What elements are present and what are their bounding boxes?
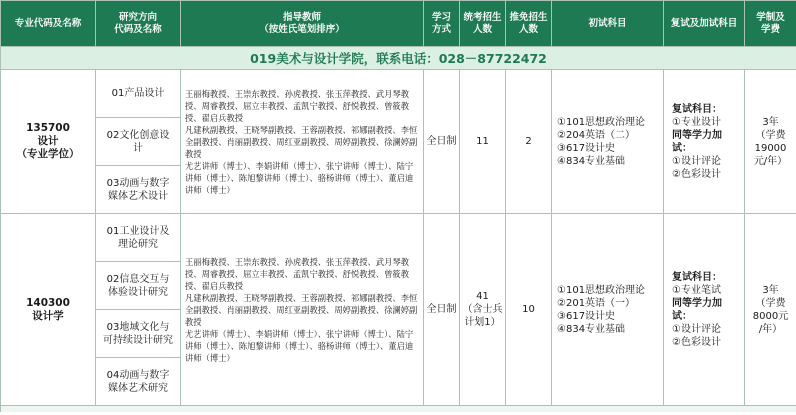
retest-subjects-cell: 复试科目： ①专业笔试 同等学力加试： ①设计评论 ②色彩设计 <box>664 214 745 406</box>
direction-cell: 01工业设计及理论研究 <box>96 214 181 262</box>
study-mode-cell: 全日制 <box>424 70 460 214</box>
direction-cell: 04动画与数字媒体艺术研究 <box>96 358 181 406</box>
exam-quota-cell: 11 <box>460 70 506 214</box>
header-duration-fee: 学制及 学费 <box>745 1 796 47</box>
exempt-quota-cell: 10 <box>506 214 552 406</box>
header-row <box>1 1 796 47</box>
exam-quota-cell: 41 （含士兵 计划1） <box>460 214 506 406</box>
header-exempt-quota: 推免招生 人数 <box>506 1 552 47</box>
college-title: 019美术与设计学院，联系电话：028－87722472 <box>1 47 796 70</box>
header-teachers: 指导教师 （按姓氏笔划排序） <box>181 1 424 47</box>
direction-cell: 01产品设计 <box>96 70 181 118</box>
direction-cell: 03动画与数字媒体艺术设计 <box>96 166 181 214</box>
teachers-cell: 王丽梅教授、王崇东教授、孙虎教授、张玉萍教授、武月琴教授、周睿教授、屈立丰教授、孟凯宁教授、舒悦教授、曾筱教授、翟启兵教授 凡建秋副教授、王晓琴副教授、王蓉副教授、祁娜副教授、李恒全副教授、肖丽副教授、周红亚副教授、周婷副教授、徐澜婷副教授 尤艺讲师（博士）、李娟讲师（博士）、张宁讲师（博士）、陆宁讲师（博士）、陈旭黎讲师（博士）、骆杨讲师（博士）、董启迪讲师（博士） <box>181 214 424 406</box>
retest-subjects-cell: 复试科目： ①专业设计 同等学力加试： ①设计评论 ②色彩设计 <box>664 70 745 214</box>
header-initial-subjects: 初试科目 <box>552 1 664 47</box>
header-study-mode: 学习 方式 <box>424 1 460 47</box>
table-footer-cell <box>1 406 796 413</box>
duration-fee-cell: 3年 （学费 19000 元/年） <box>745 70 796 214</box>
duration-fee-cell: 3年 （学费 8000元 /年） <box>745 214 796 406</box>
college-row <box>1 47 796 70</box>
exempt-quota-cell: 2 <box>506 70 552 214</box>
program-code-cell: 135700 设计 （专业学位） <box>1 70 96 214</box>
direction-cell: 03地域文化与可持续设计研究 <box>96 310 181 358</box>
program-code-cell: 140300 设计学 <box>1 214 96 406</box>
direction-cell: 02信息交互与体验设计研究 <box>96 262 181 310</box>
table-footer-row <box>1 406 796 413</box>
table-row <box>1 70 796 118</box>
header-code-name: 专业代码及名称 <box>1 1 96 47</box>
header-exam-quota: 统考招生 人数 <box>460 1 506 47</box>
direction-cell: 02文化创意设计 <box>96 118 181 166</box>
teachers-cell: 王丽梅教授、王崇东教授、孙虎教授、张玉萍教授、武月琴教授、周睿教授、屈立丰教授、孟凯宁教授、舒悦教授、曾筱教授、翟启兵教授 凡建秋副教授、王晓琴副教授、王蓉副教授、祁娜副教授、李恒全副教授、肖丽副教授、周红亚副教授、周婷副教授、徐澜婷副教授 尤艺讲师（博士）、李娟讲师（博士）、张宁讲师（博士）、陆宁讲师（博士）、陈旭黎讲师（博士）、骆杨讲师（博士）、董启迪讲师（博士） <box>181 70 424 214</box>
initial-subjects-cell: ①101思想政治理论 ②201英语（一） ③617设计史 ④834专业基础 <box>552 214 664 406</box>
initial-subjects-cell: ①101思想政治理论 ②204英语（二） ③617设计史 ④834专业基础 <box>552 70 664 214</box>
header-direction: 研究方向 代码及名称 <box>96 1 181 47</box>
header-retest-subjects: 复试及加试科目 <box>664 1 745 47</box>
study-mode-cell: 全日制 <box>424 214 460 406</box>
table-row <box>1 214 796 262</box>
